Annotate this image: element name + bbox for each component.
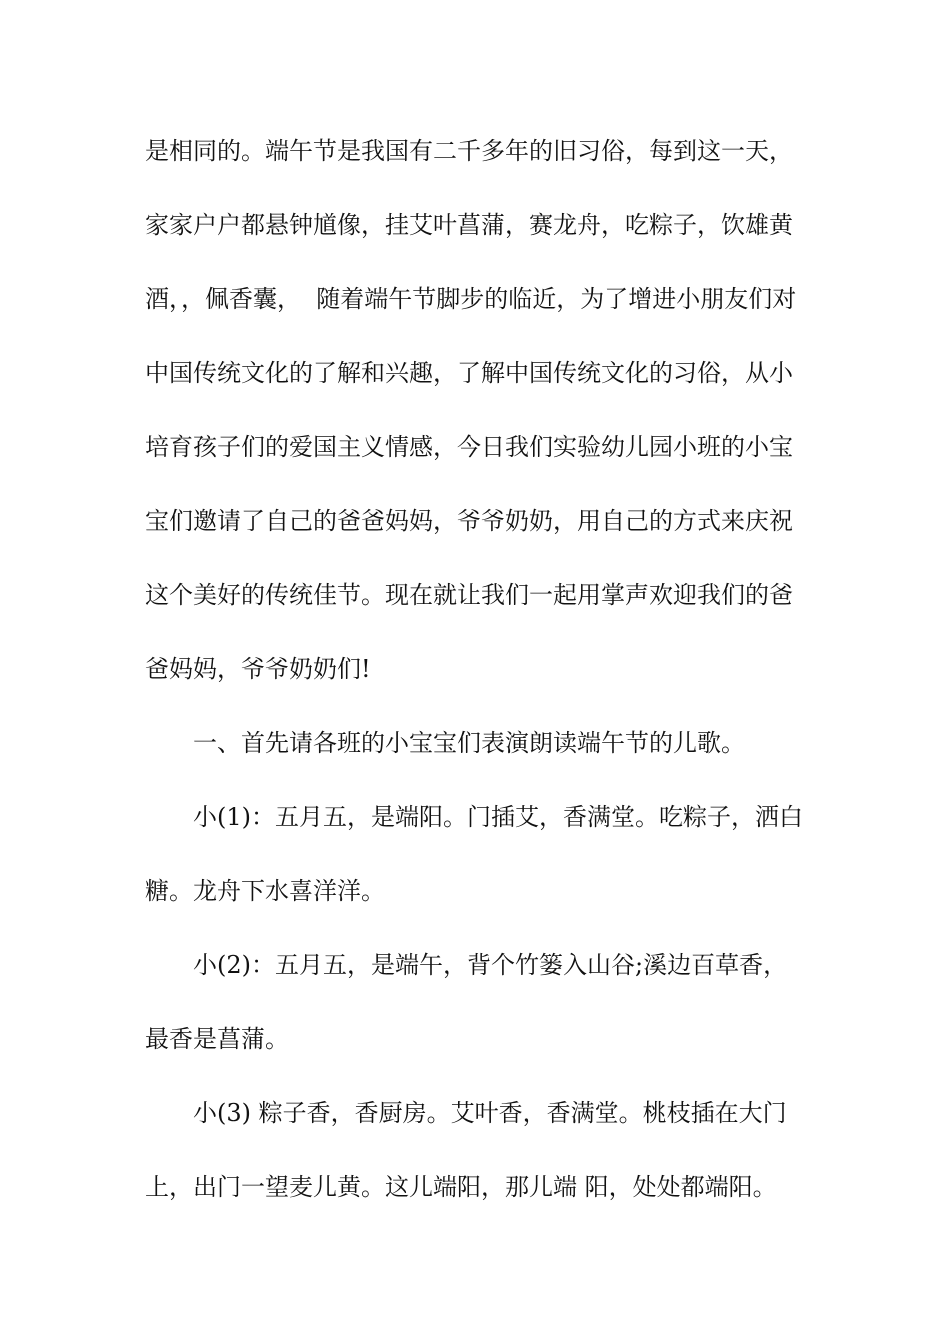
- rhyme-line: 小(2)：五月五，是端午，背个竹篓入山谷;溪边百草香，: [193, 951, 788, 979]
- paragraph-line: 中国传统文化的了解和兴趣，了解中国传统文化的习俗，从小: [145, 359, 793, 387]
- rhyme-line: 上，出门一望麦儿黄。这儿端阳，那儿端 阳，处处都端阳。: [145, 1173, 777, 1201]
- rhyme-line: 小(1)：五月五，是端阳。门插艾，香满堂。吃粽子，洒白: [193, 803, 803, 831]
- paragraph-line: 宝们邀请了自己的爸爸妈妈，爷爷奶奶，用自己的方式来庆祝: [145, 507, 793, 535]
- rhyme-line: 糖。龙舟下水喜洋洋。: [145, 877, 385, 905]
- paragraph-line: 培育孩子们的爱国主义情感，今日我们实验幼儿园小班的小宝: [145, 433, 793, 461]
- rhyme-line: 最香是菖蒲。: [145, 1025, 289, 1053]
- section-heading: 一、首先请各班的小宝宝们表演朗读端午节的儿歌。: [193, 729, 745, 757]
- paragraph-line: 爸妈妈，爷爷奶奶们!: [145, 655, 371, 683]
- rhyme-line: 小(3) 粽子香，香厨房。艾叶香，香满堂。桃枝插在大门: [193, 1099, 787, 1127]
- paragraph-line: 是相同的。端午节是我国有二千多年的旧习俗，每到这一天，: [145, 137, 793, 165]
- paragraph-line: 酒，，佩香囊， 随着端午节脚步的临近，为了增进小朋友们对: [145, 285, 797, 313]
- paragraph-line: 这个美好的传统佳节。现在就让我们一起用掌声欢迎我们的爸: [145, 581, 793, 609]
- paragraph-line: 家家户户都悬钟馗像，挂艾叶菖蒲，赛龙舟，吃粽子，饮雄黄: [145, 211, 793, 239]
